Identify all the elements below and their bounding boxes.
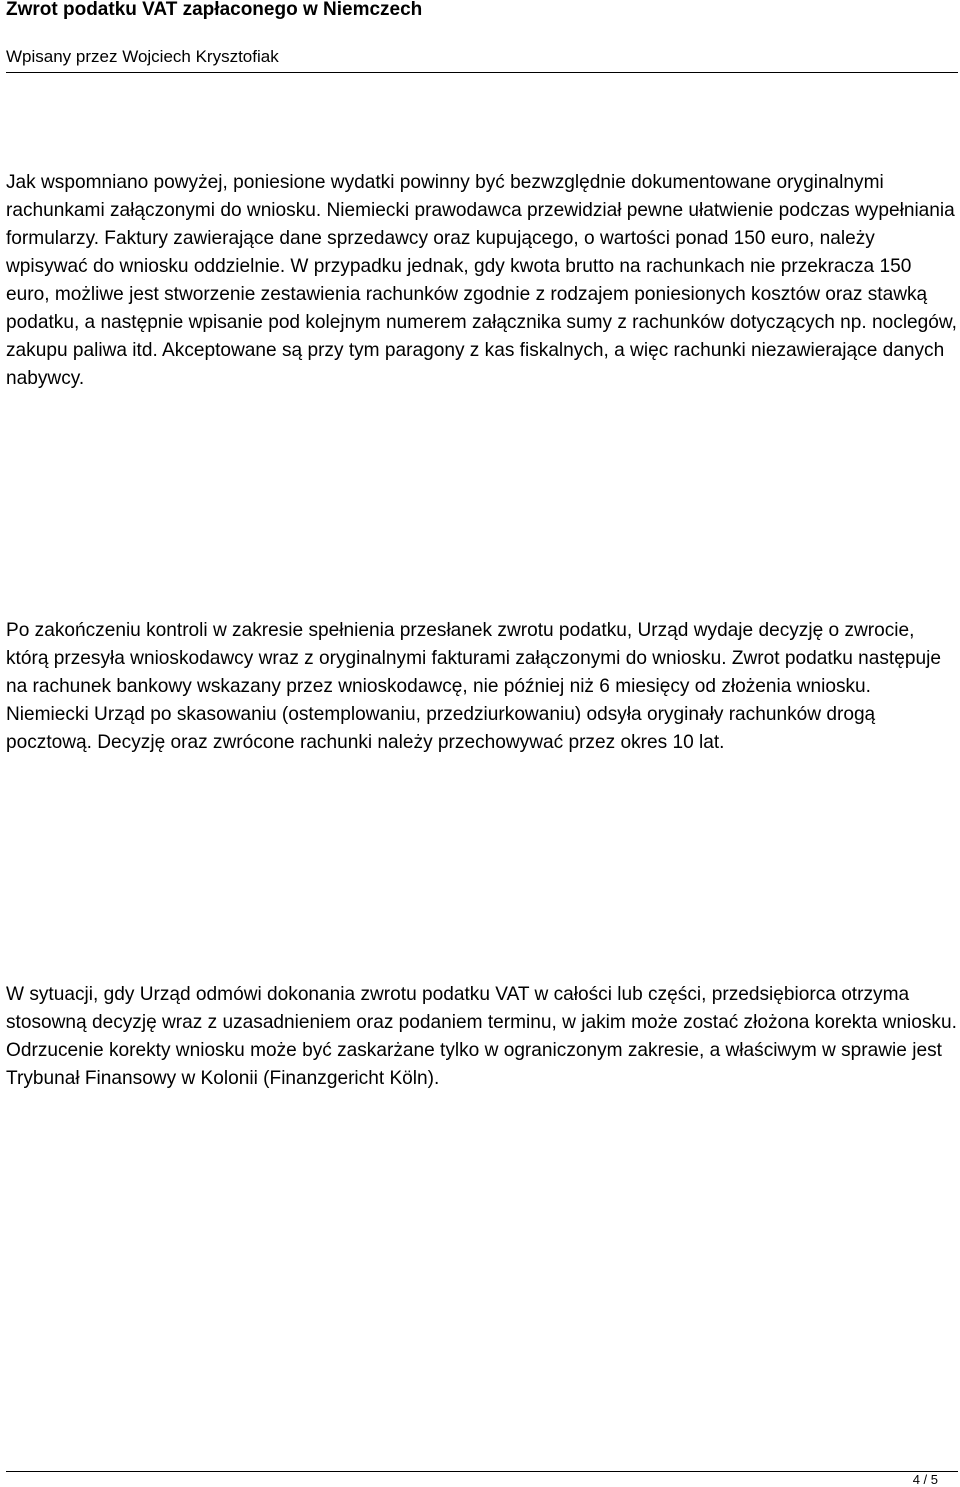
- author-line: Wpisany przez Wojciech Krysztofiak: [6, 47, 279, 66]
- paragraph-2: Po zakończeniu kontroli w zakresie spełnienia przesłanek zwrotu podatku, Urząd wydaje decyzję o zwrocie, którą przesyła wnioskodawcy wraz z oryginalnymi fakturami załączonymi do wniosku. Zwrot podatku następuje na rachunek bankowy wskazany przez wnioskodawcę, nie później niż 6 miesięcy od złożenia wniosku. Niemiecki Urząd po skasowaniu (ostemplowaniu, przedziurkowaniu) odsyła oryginały rachunków drogą pocztową. Decyzję oraz zwrócone rachunki należy przechowywać przez okres 10 lat.: [6, 620, 941, 753]
- paragraph-3: W sytuacji, gdy Urząd odmówi dokonania zwrotu podatku VAT w całości lub części, przedsiębiorca otrzyma stosowną decyzję wraz z uzasadnieniem oraz podaniem terminu, w jakim może zostać złożona korekta wniosku. Odrzucenie korekty wniosku może być zaskarżane tylko w ograniczonym zakresie, a właściwym w sprawie jest Trybunał Finansowy w Kolonii (Finanzgericht Köln).: [6, 984, 957, 1089]
- paragraph-1: Jak wspomniano powyżej, poniesione wydatki powinny być bezwzględnie dokumentowane oryginalnymi rachunkami załączonymi do wniosku. Niemiecki prawodawca przewidział pewne ułatwienie podczas wypełniania formularzy. Faktury zawierające dane sprzedawcy oraz kupującego, o wartości ponad 150 euro, należy wpisywać do wniosku oddzielnie. W przypadku jednak, gdy kwota brutto na rachunkach nie przekracza 150 euro, możliwe jest stworzenie zestawienia rachunków zgodnie z rodzajem poniesionych kosztów oraz stawką podatku, a następnie wpisanie pod kolejnym numerem załącznika sumy z rachunków dotyczących np. noclegów, zakupu paliwa itd. Akceptowane są przy tym paragony z kas fiskalnych, a więc rachunki niezawierające danych nabywcy.: [6, 172, 957, 389]
- footer-divider: [6, 1471, 958, 1472]
- page-number: 4 / 5: [912, 1472, 938, 1487]
- document-title: Zwrot podatku VAT zapłaconego w Niemczech: [6, 0, 423, 20]
- header-divider: [6, 72, 958, 73]
